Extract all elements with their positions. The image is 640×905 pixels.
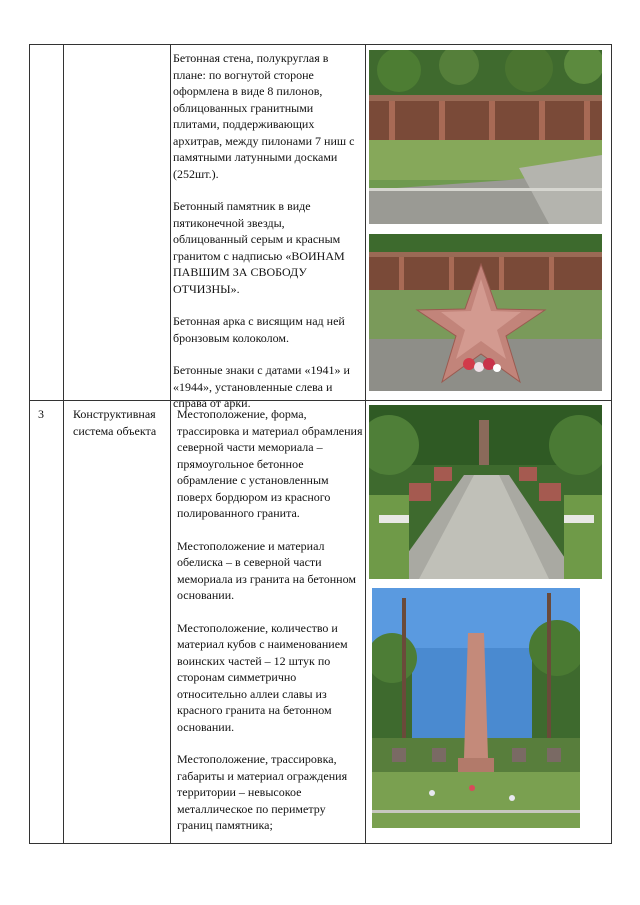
table-divider-col2: [170, 44, 171, 844]
description-arch: Бетонная арка с висящим над ней бронзовым колоколом.: [173, 314, 345, 345]
photo-memorial-wall: [369, 50, 602, 224]
table-divider-col1: [63, 44, 64, 844]
row-number: 3: [38, 407, 44, 421]
row-name: Конструктивная система объекта: [73, 407, 157, 438]
description-frame: Местоположение, форма, трассировка и материал обрамления северной части мемориала – прямоугольное бетонное обрамление с установленным поверх бордюром из красного полированного гранита.: [177, 407, 363, 520]
description-fence: Местоположение, трассировка, габариты и материал ограждения территории – невысокое металлическое по периметру границ памятника;: [177, 752, 348, 832]
photo-star-monument: [369, 234, 602, 391]
row-3-description: [177, 406, 363, 850]
table-border-right: [611, 44, 612, 844]
continued-row-description: [173, 50, 361, 428]
description-obelisk: Местоположение и материал обелиска – в северной части мемориала из гранита на бетонном основании.: [177, 538, 356, 602]
table-divider-col3: [365, 44, 366, 844]
table-border-left: [29, 44, 30, 844]
description-cubes: Местоположение, количество и материал кубов с наименованием воинских частей – 12 штук по сторонам симметрично относительно аллеи славы из красного гранита на бетонном основании.: [177, 620, 348, 734]
photo-obelisk: [372, 588, 580, 828]
description-dates: Бетонные знаки с датами «1941» и «1944», установленные слева и справа от арки.: [173, 363, 350, 410]
description-star: Бетонный памятник в виде пятиконечной звезды, облицованный серым и красным гранитом с надписью «ВОИНАМ ПАВШИМ ЗА СВОБОДУ ОТЧИЗНЫ».: [173, 199, 345, 296]
description-wall: Бетонная стена, полукруглая в плане: по вогнутой стороне оформлена в виде 8 пилонов, облицованных гранитными плитами, поддерживающих архитрав, между пилонами 7 ниш с памятными латунными досками (252шт.).: [173, 51, 355, 181]
monument-table: [29, 44, 612, 844]
photo-alley: [369, 405, 602, 579]
table-border-top: [29, 44, 612, 45]
